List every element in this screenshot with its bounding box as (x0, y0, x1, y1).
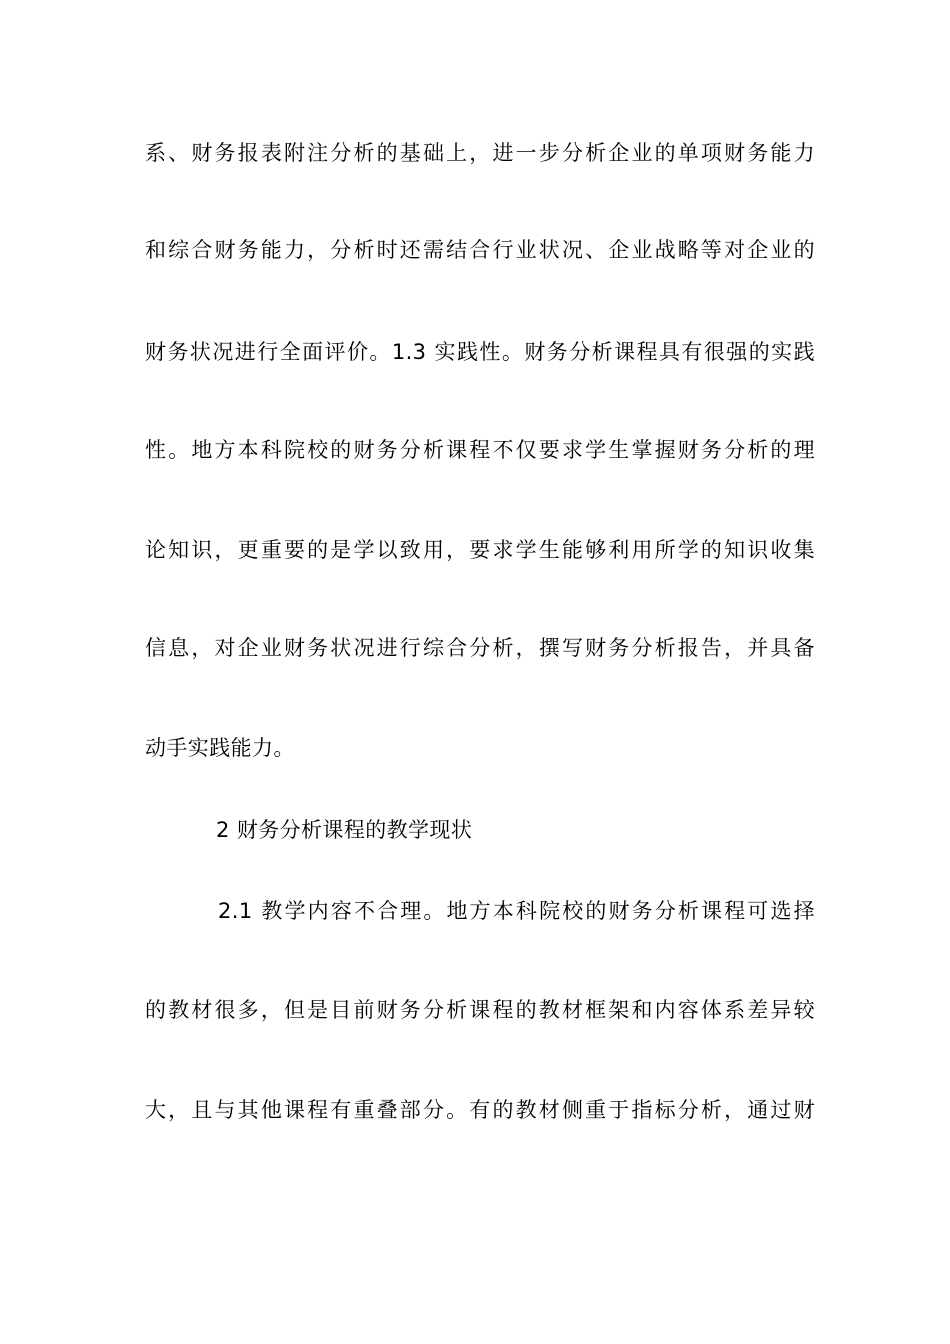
paragraph-line: 性。地方本科院校的财务分析课程不仅要求学生掌握财务分析的理 (145, 438, 815, 462)
paragraph-line: 大，且与其他课程有重叠部分。有的教材侧重于指标分析，通过财 (145, 1098, 815, 1122)
paragraph-first-line: 2.1 教学内容不合理。地方本科院校的财务分析课程可选择 (218, 899, 815, 923)
paragraph-last-line: 动手实践能力。 (145, 736, 295, 760)
paragraph-line: 的教材很多，但是目前财务分析课程的教材框架和内容体系差异较 (145, 998, 815, 1022)
paragraph-line: 系、财务报表附注分析的基础上，进一步分析企业的单项财务能力 (145, 141, 815, 165)
paragraph-line: 财务状况进行全面评价。1.3 实践性。财务分析课程具有很强的实践 (145, 340, 815, 364)
paragraph-line: 和综合财务能力，分析时还需结合行业状况、企业战略等对企业的 (145, 238, 815, 262)
section-heading: 2 财务分析课程的教学现状 (216, 818, 473, 842)
paragraph-line: 论知识，更重要的是学以致用，要求学生能够利用所学的知识收集 (145, 538, 815, 562)
paragraph-line: 信息，对企业财务状况进行综合分析，撰写财务分析报告，并具备 (145, 636, 815, 660)
